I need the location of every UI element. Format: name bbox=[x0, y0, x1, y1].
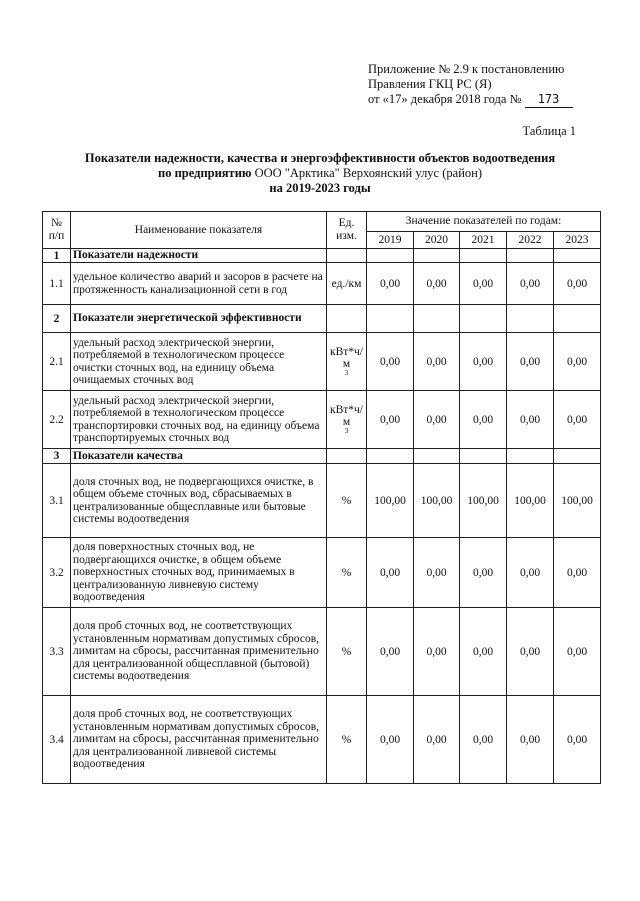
empty-cell bbox=[554, 249, 601, 263]
unit-label: кВт*ч/м bbox=[329, 346, 363, 370]
section-title: Показатели качества bbox=[71, 449, 327, 464]
value-cell: 100,00 bbox=[460, 464, 507, 538]
value-cell: 0,00 bbox=[460, 263, 507, 305]
unit-cell bbox=[327, 696, 367, 784]
table-row bbox=[43, 464, 601, 538]
value-cell: 100,00 bbox=[554, 464, 601, 538]
value-cell: 0,00 bbox=[507, 696, 554, 784]
row-number: 3.3 bbox=[43, 608, 71, 696]
section-row bbox=[43, 305, 601, 333]
header-values-group: Значение показателей по годам: bbox=[367, 212, 601, 232]
appendix-header bbox=[368, 62, 573, 108]
value-cell: 0,00 bbox=[507, 391, 554, 449]
value-cell: 0,00 bbox=[554, 263, 601, 305]
title-line-2 bbox=[40, 166, 600, 181]
value-cell: 0,00 bbox=[414, 391, 460, 449]
value-cell: 0,00 bbox=[414, 263, 460, 305]
header-year: 2020 bbox=[414, 232, 460, 249]
header-year: 2019 bbox=[367, 232, 414, 249]
empty-cell bbox=[367, 249, 414, 263]
appendix-line-1: Приложение № 2.9 к постановлению bbox=[368, 62, 565, 76]
indicator-name: доля проб сточных вод, не соответствующих установленным нормативам допустимых сбросов, лимитам на сбросы, рассчитанная применительно для централизованной общесплавной (бытовой) системы водоотведения bbox=[71, 608, 327, 696]
resolution-number: 173 bbox=[525, 92, 573, 108]
header-name: Наименование показателя bbox=[71, 212, 327, 249]
header-unit: Ед. изм. bbox=[327, 212, 367, 249]
header-year: 2022 bbox=[507, 232, 554, 249]
empty-cell bbox=[367, 305, 414, 333]
value-cell: 0,00 bbox=[414, 333, 460, 391]
unit-label: % bbox=[341, 566, 352, 579]
empty-cell bbox=[327, 449, 367, 464]
empty-cell bbox=[460, 449, 507, 464]
table-label: Таблица 1 bbox=[522, 124, 576, 138]
value-cell: 0,00 bbox=[367, 263, 414, 305]
indicator-name: удельный расход электрической энергии, потребляемой в технологическом процессе очистки сточных вод, на единицу объема очищаемых сточных вод bbox=[71, 333, 327, 391]
section-title: Показатели энергетической эффективности bbox=[71, 305, 327, 333]
value-cell: 0,00 bbox=[414, 696, 460, 784]
row-number: 2.2 bbox=[43, 391, 71, 449]
value-cell: 0,00 bbox=[367, 391, 414, 449]
value-cell: 0,00 bbox=[554, 391, 601, 449]
indicators-table bbox=[42, 211, 601, 784]
empty-cell bbox=[327, 249, 367, 263]
unit-cell bbox=[327, 391, 367, 449]
value-cell: 0,00 bbox=[367, 333, 414, 391]
row-number: 2.1 bbox=[43, 333, 71, 391]
table-row bbox=[43, 263, 601, 305]
value-cell: 100,00 bbox=[507, 464, 554, 538]
unit-cell bbox=[327, 538, 367, 608]
indicator-name: доля поверхностных сточных вод, не подвергающихся очистке, в общем объеме поверхностных сточных вод, принимаемых в централизованную ливневую систему водоотведения bbox=[71, 538, 327, 608]
table-row bbox=[43, 538, 601, 608]
unit-cell bbox=[327, 263, 367, 305]
empty-cell bbox=[367, 449, 414, 464]
unit-superscript: 3 bbox=[344, 427, 349, 435]
row-number: 3.2 bbox=[43, 538, 71, 608]
unit-label: % bbox=[341, 645, 352, 658]
empty-cell bbox=[414, 305, 460, 333]
title-line-2-bold: по предприятию bbox=[158, 166, 252, 180]
unit-label: % bbox=[341, 733, 352, 746]
row-number: 1.1 bbox=[43, 263, 71, 305]
value-cell: 0,00 bbox=[367, 608, 414, 696]
value-cell: 100,00 bbox=[414, 464, 460, 538]
value-cell: 0,00 bbox=[460, 608, 507, 696]
title-company: ООО "Арктика" Верхоянский улус (район) bbox=[254, 166, 482, 180]
value-cell: 0,00 bbox=[554, 608, 601, 696]
empty-cell bbox=[460, 305, 507, 333]
section-row bbox=[43, 249, 601, 263]
empty-cell bbox=[414, 449, 460, 464]
value-cell: 0,00 bbox=[507, 263, 554, 305]
empty-cell bbox=[507, 449, 554, 464]
indicator-name: доля сточных вод, не подвергающихся очистке, в общем объеме сточных вод, сбрасываемых в централизованные общесплавные или бытовые системы водоотведения bbox=[71, 464, 327, 538]
value-cell: 0,00 bbox=[554, 696, 601, 784]
header-year: 2021 bbox=[460, 232, 507, 249]
row-number: 2 bbox=[43, 305, 71, 333]
value-cell: 0,00 bbox=[554, 538, 601, 608]
table-row bbox=[43, 391, 601, 449]
row-number: 3.1 bbox=[43, 464, 71, 538]
document-title bbox=[40, 151, 600, 196]
empty-cell bbox=[327, 305, 367, 333]
indicator-name: удельное количество аварий и засоров в расчете на протяженность канализационной сети в год bbox=[71, 263, 327, 305]
header-row bbox=[43, 212, 601, 232]
value-cell: 0,00 bbox=[554, 333, 601, 391]
title-line-3: на 2019-2023 годы bbox=[269, 181, 371, 195]
value-cell: 0,00 bbox=[507, 333, 554, 391]
empty-cell bbox=[460, 249, 507, 263]
value-cell: 0,00 bbox=[414, 538, 460, 608]
table-row bbox=[43, 696, 601, 784]
value-cell: 0,00 bbox=[460, 391, 507, 449]
empty-cell bbox=[507, 249, 554, 263]
empty-cell bbox=[507, 305, 554, 333]
unit-label: кВт*ч/м bbox=[329, 404, 363, 428]
table-row bbox=[43, 333, 601, 391]
table-body bbox=[43, 249, 601, 784]
unit-cell bbox=[327, 464, 367, 538]
section-row bbox=[43, 449, 601, 464]
unit-cell bbox=[327, 608, 367, 696]
empty-cell bbox=[414, 249, 460, 263]
unit-superscript: 3 bbox=[344, 369, 349, 377]
appendix-line-2: Правления ГКЦ РС (Я) bbox=[368, 77, 492, 91]
section-title: Показатели надежности bbox=[71, 249, 327, 263]
row-number: 1 bbox=[43, 249, 71, 263]
value-cell: 0,00 bbox=[460, 333, 507, 391]
appendix-date: от «17» декабря 2018 года № bbox=[368, 92, 522, 106]
title-line-1: Показатели надежности, качества и энергоэффективности объектов водоотведения bbox=[84, 151, 556, 165]
unit-label: ед./км bbox=[331, 277, 362, 290]
header-no: № п/п bbox=[43, 212, 71, 249]
value-cell: 0,00 bbox=[414, 608, 460, 696]
value-cell: 0,00 bbox=[460, 696, 507, 784]
row-number: 3 bbox=[43, 449, 71, 464]
header-year: 2023 bbox=[554, 232, 601, 249]
table-row bbox=[43, 608, 601, 696]
appendix-line-3 bbox=[368, 92, 573, 108]
value-cell: 0,00 bbox=[367, 696, 414, 784]
unit-label: % bbox=[341, 494, 352, 507]
indicator-name: доля проб сточных вод, не соответствующих установленным нормативам допустимых сбросов, лимитам на сбросы, рассчитанная применительно для централизованной ливневой системы водоотведения bbox=[71, 696, 327, 784]
row-number: 3.4 bbox=[43, 696, 71, 784]
value-cell: 0,00 bbox=[507, 538, 554, 608]
empty-cell bbox=[554, 305, 601, 333]
unit-cell bbox=[327, 333, 367, 391]
value-cell: 0,00 bbox=[460, 538, 507, 608]
indicator-name: удельный расход электрической энергии, потребляемой в технологическом процессе транспортировки сточных вод, на единицу объема транспортируемых сточных вод bbox=[71, 391, 327, 449]
value-cell: 100,00 bbox=[367, 464, 414, 538]
value-cell: 0,00 bbox=[507, 608, 554, 696]
empty-cell bbox=[554, 449, 601, 464]
value-cell: 0,00 bbox=[367, 538, 414, 608]
